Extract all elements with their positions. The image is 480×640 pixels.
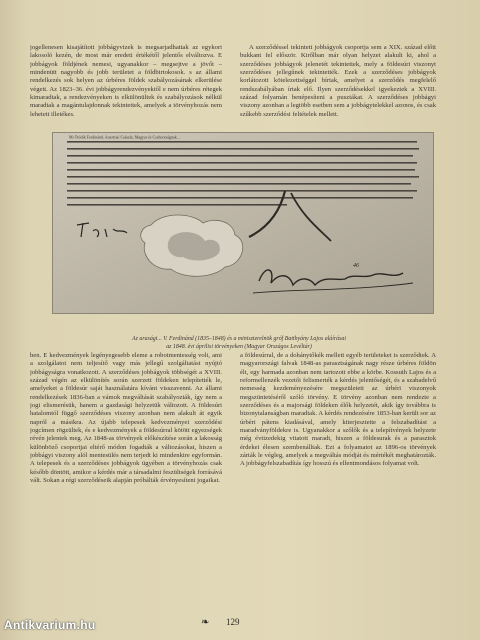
figure-caption — [74, 336, 404, 351]
document-signature — [53, 132, 55, 133]
paragraph: A szerződéssel tekintett jobbágyok csoportja sem a XIX. század előtt bukkant fel először. Kirőlban már olyan helyzet alakult ki, ahol a szerződéses jobbágyok jelenetét tekintettek, mely a földesúri viszonyt szerződéses jellegűnek tekintették. Ezek a szerződéses jobbágyok korlátozott kötelezettséggel bírtak, amelyet a szerződés megfelelő rendszabályában írtak elő. Ilyen szerződésekkel igyekeztek a XVIII. század folyamán benépesíteni a pusztákat. A szerződéses jobbágyi viszony azonban a legtöbb esetben sem a jobbágytelekkel azonos, és csak szűkebb szerződési feltételek mellett. — [240, 44, 436, 118]
document-header: Mi Ötödik Ferdinánd, Ausztriai Császár, Magyar és Csehországnak... — [69, 134, 180, 140]
svg-text:46: 46 — [353, 263, 359, 269]
paragraph: ben. E kedvezmények legényegesebb eleme a robotmentesség volt, ami a szolgálatot nem teljesítő vagy más jellegű szolgáltatást nyújtó jobbágyságra vonatkozott. A szerződéses jobbágyok többségét a XVIII. század végén az elkülönítés során szerzett földeken telepítették le, amelyeket a földesúr saját használatára kívánt visszavenni. Az állami rendelkezések 1836-ban a vámok megváltását szabályozták, így nem a jogi elismerésük, hanem a gazdasági helyzetük változott. A földesúri hatalomtól függő szerződéses viszony azonban nem alakult át egyik napról a másikra. Az újabb telepesek kedvezményei szerződési jogcímen rögzültek, és e kedvezmények a földesúrral kötött egyezségek révén jelentek meg. Az 1848-as törvények előkészítése során a lakosság különböző csoportjai eltérő módon fogadták a változásokat, hiszen a jobbágyi viszony alól mentesülés nem terjedt ki mindenkire egyformán. A telepesek és a szerződéses jobbágyok ügyében a törvényhozás csak később döntött, amikor a kérdés már a társadalmi feszültségek forrásává vált. Sokan a régi szerződéseik alapján próbálták érvényesíteni jogaikat. — [30, 352, 222, 485]
text-column-bottom-left — [30, 352, 222, 614]
document-figure — [52, 132, 432, 322]
document-photo — [52, 132, 434, 314]
caption-line: az 1848. évi áprilisi törvényeken (Magyar Országos Levéltár) — [166, 343, 312, 350]
watermark-text: Antikvarium.hu — [4, 618, 96, 632]
text-column-top-left — [30, 44, 222, 136]
text-column-bottom-right — [240, 352, 436, 614]
text-column-top-right — [240, 44, 436, 144]
caption-line: Az urasági... V. Ferdinánd (1835–1848) és a miniszterelnök gróf Batthyány Lajos aláírásai — [132, 336, 346, 342]
page-number: 129 — [226, 617, 240, 627]
paragraph: jogellenesen kisajátított jobbágyvizek is megsarjadhattak az egykori lakosoló kezén, de most már eredeti értékétől jelentős elváltozva. E jobbágyok földjének nemesi, ugyanakkor – megsejtve a jövőt – mindenütt nagyobb és jobb területet a földbirtokosok. s az állami rendelkezés sok helyen az úrbéres földek szabályozásának elkerülése végett. Az 1823–36. évi jobbágyrendezvényektől e nem úrbéres rétegek kimaradtak, a rendezvényeken is elkülönültek és szabályozások nélkül maradtak a magántulajdonnak tekintettek, amelyek a törvényhozás nem lehetett illetékes. — [30, 44, 222, 118]
folio-ornament: ❧ — [201, 617, 210, 628]
paragraph: a földesúrral, de a dohánytőkék mellett egyéb területeket is szerződtek. A magyarországi falvak 1848-as parasztságának nagy része úrbéres földön élt, egy harmada azonban nem tartozott ebbe a körbe. Kossuth Lajos és a reformellenzék vezetői felismerték a kérdés jelentőségét, és a szabadelvű nemesség kezdeményezésére megszületett az úrbéri viszonyok megszüntetéséről szóló törvény. E törvény azonban nem rendezte a szerződéses és a majorsági földeken élők helyzetét, akik így továbbra is bizonytalanságban maradtak. A kérdés rendezésére 1853-ban került sor az úrbéri pátens kiadásával, amely kiterjesztette a felszabadítást a maradványföldekre is. Ugyanakkor a szőlők és a telepítvények helyzete még évtizedekig vitatott maradt, hiszen a földesurak és a parasztok érdekei élesen szembenálltak. Ezt a folyamatot az 1896-os törvények zárták le végleg, amelyek a megváltás módját és mértékét meghatározták. A jobbágyfelszabadítás így hosszú és ellentmondásos folyamat volt. — [240, 352, 436, 468]
